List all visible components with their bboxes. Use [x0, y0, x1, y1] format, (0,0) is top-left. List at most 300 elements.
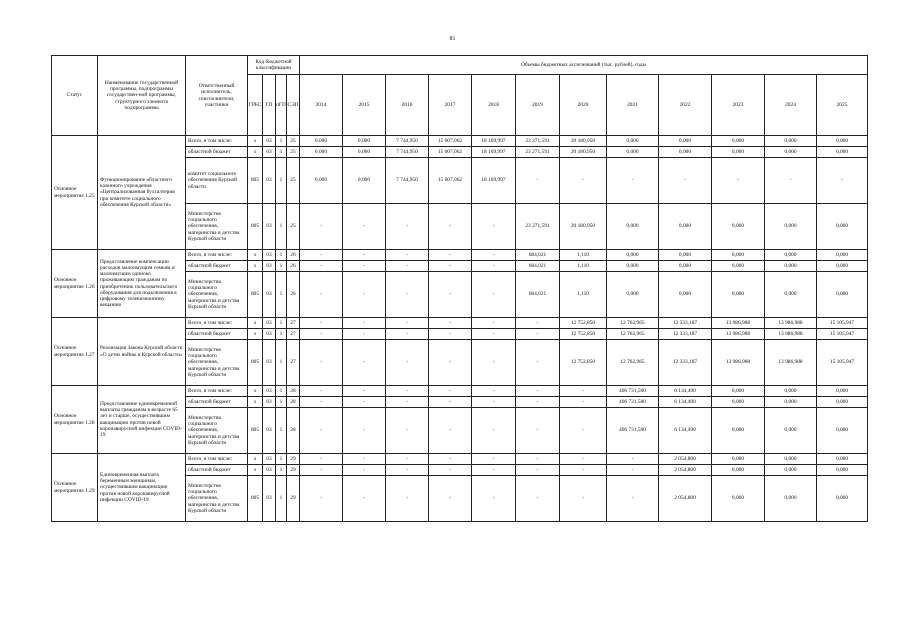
- allocation-value-cell: -: [429, 318, 472, 329]
- allocation-value-cell: -: [300, 397, 343, 408]
- allocation-value-cell: 0,000: [607, 250, 659, 261]
- allocation-value-cell: -: [343, 329, 386, 340]
- allocation-value-cell: -: [386, 250, 429, 261]
- allocation-value-cell: 0,000: [712, 408, 765, 454]
- budget-code-cell: 03: [263, 329, 276, 340]
- allocation-value-cell: 12 762,965: [607, 340, 659, 386]
- allocation-value-cell: 12 752,850: [560, 318, 607, 329]
- allocation-value-cell: -: [386, 454, 429, 465]
- budget-code-cell: х: [248, 329, 263, 340]
- allocation-value-cell: 15 105,947: [817, 318, 868, 329]
- budget-code-cell: 26: [287, 250, 300, 261]
- executor-cell: Всего, в том числе:: [186, 318, 248, 329]
- header-year-2017: 2017: [429, 75, 472, 136]
- budget-code-cell: 1: [276, 408, 287, 454]
- allocation-value-cell: 0,000: [765, 386, 817, 397]
- allocation-value-cell: -: [386, 261, 429, 272]
- allocation-value-cell: -: [343, 204, 386, 250]
- allocation-value-cell: -: [472, 329, 516, 340]
- budget-code-cell: 29: [287, 476, 300, 522]
- allocation-value-cell: 0,000: [765, 272, 817, 318]
- executor-cell: областной бюджет: [186, 465, 248, 476]
- allocation-value-cell: 2 054,800: [659, 454, 712, 465]
- budget-code-cell: 27: [287, 329, 300, 340]
- allocation-value-cell: 0,000: [817, 408, 868, 454]
- allocation-value-cell: -: [712, 158, 765, 204]
- allocation-value-cell: 0,000: [765, 476, 817, 522]
- page-number: 81: [449, 36, 456, 42]
- allocation-value-cell: -: [472, 476, 516, 522]
- allocation-value-cell: -: [343, 340, 386, 386]
- allocation-value-cell: 0,000: [712, 397, 765, 408]
- budget-code-cell: х: [248, 136, 263, 147]
- budget-code-cell: 03: [263, 386, 276, 397]
- header-year-2023: 2023: [712, 75, 765, 136]
- allocation-value-cell: -: [429, 204, 472, 250]
- allocation-value-cell: -: [560, 408, 607, 454]
- allocation-value-cell: 0,000: [712, 136, 765, 147]
- allocation-value-cell: 6 134,490: [659, 408, 712, 454]
- budget-code-cell: х: [248, 261, 263, 272]
- allocation-value-cell: 0,000: [659, 147, 712, 158]
- allocation-value-cell: -: [300, 318, 343, 329]
- program-name-cell: Предоставление компенсации расходов малоимущим семьям и малоимущим одиноко проживающим гражданам по приобретению пользовательского оборудования для подключения к цифровому телевизионному вещанию: [98, 250, 186, 318]
- header-volumes: Объемы бюджетных ассигнований (тыс. рублей), годы: [300, 56, 868, 75]
- status-cell: Основное мероприятие 1.26: [52, 250, 98, 318]
- allocation-value-cell: -: [765, 158, 817, 204]
- budget-code-cell: 805: [248, 204, 263, 250]
- allocation-value-cell: 23 271,591: [516, 136, 560, 147]
- budget-code-cell: х: [248, 318, 263, 329]
- allocation-value-cell: -: [343, 272, 386, 318]
- allocation-value-cell: -: [343, 318, 386, 329]
- budget-code-cell: 1: [276, 397, 287, 408]
- allocation-value-cell: -: [429, 386, 472, 397]
- allocation-value-cell: 0,000: [712, 250, 765, 261]
- budget-code-cell: 29: [287, 454, 300, 465]
- allocation-value-cell: -: [472, 397, 516, 408]
- allocation-value-cell: 0,000: [659, 136, 712, 147]
- allocation-value-cell: -: [516, 408, 560, 454]
- allocation-value-cell: 18 169,997: [472, 147, 516, 158]
- allocation-value-cell: 15 105,947: [817, 340, 868, 386]
- allocation-value-cell: -: [386, 340, 429, 386]
- budget-code-cell: х: [248, 454, 263, 465]
- budget-code-cell: 805: [248, 340, 263, 386]
- allocation-value-cell: 0,000: [817, 261, 868, 272]
- budget-code-cell: 03: [263, 204, 276, 250]
- allocation-value-cell: 0,000: [712, 272, 765, 318]
- allocation-value-cell: 0,000: [659, 261, 712, 272]
- allocation-value-cell: 2 054,800: [659, 465, 712, 476]
- executor-cell: Всего, в том числе:: [186, 454, 248, 465]
- allocation-value-cell: 0,000: [712, 386, 765, 397]
- allocation-value-cell: 1,110: [560, 261, 607, 272]
- allocation-value-cell: -: [343, 250, 386, 261]
- allocation-value-cell: 13 986,988: [765, 329, 817, 340]
- allocation-value-cell: 23 271,591: [516, 147, 560, 158]
- budget-code-cell: 27: [287, 340, 300, 386]
- budget-code-cell: 1: [276, 465, 287, 476]
- budget-code-cell: 03: [263, 136, 276, 147]
- budget-code-cell: 28: [287, 408, 300, 454]
- status-cell: Основное мероприятие 1.29: [52, 454, 98, 522]
- allocation-value-cell: 13 986,988: [712, 340, 765, 386]
- allocation-value-cell: 406 731,500: [607, 397, 659, 408]
- allocation-value-cell: 0,000: [817, 397, 868, 408]
- allocation-value-cell: -: [607, 158, 659, 204]
- header-year-2025: 2025: [817, 75, 868, 136]
- allocation-value-cell: -: [386, 329, 429, 340]
- allocation-value-cell: -: [516, 158, 560, 204]
- allocation-value-cell: -: [429, 465, 472, 476]
- allocation-value-cell: -: [472, 261, 516, 272]
- allocation-value-cell: -: [300, 408, 343, 454]
- allocation-value-cell: -: [300, 329, 343, 340]
- allocation-value-cell: 0,000: [343, 158, 386, 204]
- budget-code-cell: 03: [263, 408, 276, 454]
- allocation-value-cell: 13 986,988: [765, 340, 817, 386]
- allocation-value-cell: -: [472, 408, 516, 454]
- allocation-value-cell: 684,021: [516, 272, 560, 318]
- allocation-value-cell: -: [560, 454, 607, 465]
- allocation-value-cell: 1,110: [560, 272, 607, 318]
- header-name: Наименование государственной программы, подпрограммы государствен-ной программы, структурного элемента подпрограммы: [98, 56, 186, 136]
- allocation-value-cell: 0,000: [607, 136, 659, 147]
- allocation-value-cell: -: [560, 158, 607, 204]
- executor-cell: областной бюджет: [186, 397, 248, 408]
- budget-code-cell: 1: [276, 136, 287, 147]
- allocation-value-cell: 0,000: [712, 204, 765, 250]
- allocation-value-cell: -: [343, 408, 386, 454]
- allocation-value-cell: 0,000: [300, 158, 343, 204]
- table-row: [52, 386, 868, 397]
- program-name-cell: Реализация Закона Курской области «О детях войны в Курской области»: [98, 318, 186, 386]
- allocation-value-cell: -: [300, 272, 343, 318]
- allocation-value-cell: -: [386, 397, 429, 408]
- allocation-value-cell: 7 744,950: [386, 147, 429, 158]
- allocation-value-cell: -: [516, 454, 560, 465]
- allocation-value-cell: -: [516, 318, 560, 329]
- budget-code-cell: 805: [248, 272, 263, 318]
- budget-code-cell: 805: [248, 476, 263, 522]
- header-budget-code: Код бюджетной классификации: [248, 56, 300, 75]
- allocation-value-cell: -: [429, 272, 472, 318]
- allocation-value-cell: -: [472, 204, 516, 250]
- allocation-value-cell: 23 271,591: [516, 204, 560, 250]
- budget-code-cell: 1: [276, 329, 287, 340]
- allocation-value-cell: 0,000: [817, 454, 868, 465]
- allocation-value-cell: 0,000: [607, 272, 659, 318]
- table-row: [52, 454, 868, 465]
- budget-code-cell: х: [248, 465, 263, 476]
- budget-code-cell: 1: [276, 318, 287, 329]
- allocation-value-cell: 12 762,965: [607, 318, 659, 329]
- program-name-cell: Единовременная выплата беременным женщинам, осуществившим вакцинацию против новой коронавирусной инфекции COVID-19: [98, 454, 186, 522]
- budget-code-cell: 1: [276, 272, 287, 318]
- header-code-2: пГП: [276, 75, 287, 136]
- budget-code-cell: 25: [287, 158, 300, 204]
- budget-code-cell: 03: [263, 465, 276, 476]
- allocation-value-cell: 12 752,850: [560, 340, 607, 386]
- header-year-2021: 2021: [607, 75, 659, 136]
- allocation-value-cell: 0,000: [765, 454, 817, 465]
- header-year-2014: 2014: [300, 75, 343, 136]
- allocation-value-cell: 406 731,500: [607, 386, 659, 397]
- allocation-value-cell: 18 169,997: [472, 158, 516, 204]
- budget-code-cell: х: [248, 397, 263, 408]
- allocation-value-cell: 20 180,950: [560, 147, 607, 158]
- allocation-value-cell: 0,000: [659, 204, 712, 250]
- budget-code-cell: 1: [276, 386, 287, 397]
- allocation-value-cell: -: [472, 340, 516, 386]
- allocation-value-cell: 7 744,950: [386, 136, 429, 147]
- allocation-value-cell: 684,021: [516, 250, 560, 261]
- allocation-value-cell: -: [560, 476, 607, 522]
- allocation-value-cell: 15 607,062: [429, 136, 472, 147]
- allocation-value-cell: -: [516, 397, 560, 408]
- allocation-value-cell: -: [607, 454, 659, 465]
- allocation-value-cell: 0,000: [712, 454, 765, 465]
- allocation-value-cell: 18 169,997: [472, 136, 516, 147]
- allocation-value-cell: 0,000: [300, 147, 343, 158]
- allocation-value-cell: -: [343, 454, 386, 465]
- status-cell: Основное мероприятие 1.25: [52, 136, 98, 250]
- allocation-value-cell: 12 752,850: [560, 329, 607, 340]
- allocation-value-cell: -: [516, 386, 560, 397]
- budget-code-cell: 1: [276, 147, 287, 158]
- allocation-value-cell: 13 986,988: [712, 329, 765, 340]
- budget-table-container: [51, 55, 855, 522]
- executor-cell: Всего, в том числе:: [186, 386, 248, 397]
- budget-code-cell: 03: [263, 476, 276, 522]
- allocation-value-cell: -: [343, 261, 386, 272]
- budget-code-cell: х: [248, 386, 263, 397]
- budget-code-cell: 03: [263, 397, 276, 408]
- budget-code-cell: 1: [276, 158, 287, 204]
- allocation-value-cell: 0,000: [765, 204, 817, 250]
- allocation-value-cell: 12 333,187: [659, 340, 712, 386]
- allocation-value-cell: -: [607, 465, 659, 476]
- executor-cell: областной бюджет: [186, 329, 248, 340]
- allocation-value-cell: 0,000: [817, 204, 868, 250]
- executor-cell: областной бюджет: [186, 261, 248, 272]
- header-year-2015: 2015: [343, 75, 386, 136]
- budget-code-cell: 805: [248, 158, 263, 204]
- allocation-value-cell: 406 731,500: [607, 408, 659, 454]
- budget-code-cell: 03: [263, 147, 276, 158]
- allocation-value-cell: 20 180,950: [560, 204, 607, 250]
- budget-code-cell: 28: [287, 397, 300, 408]
- budget-code-cell: 1: [276, 340, 287, 386]
- allocation-value-cell: -: [560, 465, 607, 476]
- allocation-value-cell: -: [472, 386, 516, 397]
- executor-cell: Всего, в том числе:: [186, 250, 248, 261]
- header-code-3: СЭП: [287, 75, 300, 136]
- budget-code-cell: х: [248, 250, 263, 261]
- budget-code-cell: 26: [287, 261, 300, 272]
- budget-code-cell: 03: [263, 250, 276, 261]
- header-year-2020: 2020: [560, 75, 607, 136]
- allocation-value-cell: -: [429, 261, 472, 272]
- budget-code-cell: 805: [248, 408, 263, 454]
- executor-cell: Министерство социального обеспечения, материнства и детства Курской области: [186, 272, 248, 318]
- executor-cell: Министерство социального обеспечения, материнства и детства Курской области: [186, 340, 248, 386]
- executor-cell: Министерство социального обеспечения, материнства и детства Курской области: [186, 204, 248, 250]
- header-year-2016: 2016: [386, 75, 429, 136]
- allocation-value-cell: -: [300, 454, 343, 465]
- allocation-value-cell: -: [300, 476, 343, 522]
- executor-cell: Всего, в том числе:: [186, 136, 248, 147]
- header-executor: Ответственный исполнитель, соисполнители, участники: [186, 56, 248, 136]
- allocation-value-cell: -: [300, 465, 343, 476]
- allocation-value-cell: 0,000: [817, 386, 868, 397]
- allocation-value-cell: -: [472, 318, 516, 329]
- budget-code-cell: 26: [287, 272, 300, 318]
- allocation-value-cell: -: [386, 272, 429, 318]
- allocation-value-cell: 0,000: [607, 261, 659, 272]
- budget-code-cell: 25: [287, 204, 300, 250]
- allocation-value-cell: 0,000: [765, 250, 817, 261]
- budget-code-cell: 1: [276, 476, 287, 522]
- allocation-value-cell: 0,000: [817, 272, 868, 318]
- header-status: Статус: [52, 56, 98, 136]
- allocation-value-cell: 12 333,187: [659, 318, 712, 329]
- allocation-value-cell: -: [300, 261, 343, 272]
- allocation-value-cell: -: [343, 397, 386, 408]
- executor-cell: комитет социального обеспечения Курской области: [186, 158, 248, 204]
- allocation-value-cell: -: [516, 340, 560, 386]
- allocation-value-cell: 12 333,187: [659, 329, 712, 340]
- status-cell: Основное мероприятие 1.27: [52, 318, 98, 386]
- budget-code-cell: 1: [276, 261, 287, 272]
- header-code-1: ГП: [263, 75, 276, 136]
- budget-code-cell: 25: [287, 136, 300, 147]
- header-year-2018: 2018: [472, 75, 516, 136]
- allocation-value-cell: 0,000: [765, 261, 817, 272]
- allocation-value-cell: 2 054,800: [659, 476, 712, 522]
- budget-code-cell: 25: [287, 147, 300, 158]
- allocation-value-cell: 0,000: [712, 261, 765, 272]
- executor-cell: Министерство социального обеспечения, материнства и детства Курской области: [186, 408, 248, 454]
- allocation-value-cell: 0,000: [817, 476, 868, 522]
- allocation-value-cell: 15 105,947: [817, 329, 868, 340]
- allocation-value-cell: -: [560, 397, 607, 408]
- budget-code-cell: 27: [287, 318, 300, 329]
- allocation-value-cell: 0,000: [765, 465, 817, 476]
- program-name-cell: Предоставление единовременной выплаты гражданам в возрасте 65 лет и старше, осуществившим вакцинацию против новой коронавирусной инфекции COVID-19: [98, 386, 186, 454]
- budget-code-cell: 03: [263, 340, 276, 386]
- budget-code-cell: 29: [287, 465, 300, 476]
- allocation-value-cell: 0,000: [712, 476, 765, 522]
- allocation-value-cell: -: [429, 408, 472, 454]
- budget-code-cell: 03: [263, 158, 276, 204]
- budget-code-cell: х: [248, 147, 263, 158]
- allocation-value-cell: 15 607,062: [429, 158, 472, 204]
- allocation-value-cell: -: [659, 158, 712, 204]
- table-row: [52, 318, 868, 329]
- allocation-value-cell: 13 986,988: [765, 318, 817, 329]
- allocation-value-cell: 0,000: [765, 147, 817, 158]
- allocation-value-cell: 6 134,490: [659, 386, 712, 397]
- allocation-value-cell: -: [607, 476, 659, 522]
- status-cell: Основное мероприятие 1.28: [52, 386, 98, 454]
- budget-code-cell: 03: [263, 318, 276, 329]
- allocation-value-cell: 0,000: [659, 272, 712, 318]
- allocation-value-cell: -: [343, 386, 386, 397]
- budget-code-cell: 03: [263, 272, 276, 318]
- allocation-value-cell: -: [817, 158, 868, 204]
- allocation-value-cell: -: [472, 454, 516, 465]
- allocation-value-cell: -: [386, 204, 429, 250]
- table-row: [52, 136, 868, 147]
- allocation-value-cell: 13 986,988: [712, 318, 765, 329]
- executor-cell: областной бюджет: [186, 147, 248, 158]
- budget-code-cell: 03: [263, 454, 276, 465]
- budget-allocation-table: [51, 55, 868, 522]
- allocation-value-cell: 20 180,950: [560, 136, 607, 147]
- allocation-value-cell: 1,110: [560, 250, 607, 261]
- allocation-value-cell: -: [472, 272, 516, 318]
- allocation-value-cell: 0,000: [817, 147, 868, 158]
- allocation-value-cell: 0,000: [817, 465, 868, 476]
- program-name-cell: Функционирование областного казенного учреждения «Централизованная бухгалтерия при комитете социального обеспечения Курской области»: [98, 136, 186, 250]
- allocation-value-cell: -: [472, 465, 516, 476]
- allocation-value-cell: -: [386, 476, 429, 522]
- allocation-value-cell: 0,000: [817, 136, 868, 147]
- allocation-value-cell: 0,000: [817, 250, 868, 261]
- table-row: [52, 250, 868, 261]
- allocation-value-cell: 15 607,062: [429, 147, 472, 158]
- allocation-value-cell: -: [386, 386, 429, 397]
- allocation-value-cell: -: [429, 250, 472, 261]
- allocation-value-cell: 7 744,950: [386, 158, 429, 204]
- allocation-value-cell: -: [386, 408, 429, 454]
- allocation-value-cell: 684,021: [516, 261, 560, 272]
- allocation-value-cell: -: [472, 250, 516, 261]
- allocation-value-cell: -: [386, 318, 429, 329]
- allocation-value-cell: 0,000: [712, 147, 765, 158]
- allocation-value-cell: 12 762,965: [607, 329, 659, 340]
- header-code-0: ГРБС: [248, 75, 263, 136]
- executor-cell: Министерство социального обеспечения, материнства и детства Курской области: [186, 476, 248, 522]
- allocation-value-cell: -: [516, 465, 560, 476]
- allocation-value-cell: 0,000: [607, 204, 659, 250]
- allocation-value-cell: -: [429, 454, 472, 465]
- allocation-value-cell: -: [560, 386, 607, 397]
- budget-code-cell: 28: [287, 386, 300, 397]
- allocation-value-cell: -: [300, 386, 343, 397]
- header-year-2019: 2019: [516, 75, 560, 136]
- allocation-value-cell: 0,000: [765, 397, 817, 408]
- allocation-value-cell: -: [516, 476, 560, 522]
- allocation-value-cell: 0,000: [300, 136, 343, 147]
- budget-code-cell: 1: [276, 250, 287, 261]
- allocation-value-cell: 6 134,490: [659, 397, 712, 408]
- allocation-value-cell: -: [386, 465, 429, 476]
- header-year-2024: 2024: [765, 75, 817, 136]
- allocation-value-cell: -: [343, 465, 386, 476]
- allocation-value-cell: 0,000: [659, 250, 712, 261]
- allocation-value-cell: 0,000: [765, 408, 817, 454]
- allocation-value-cell: 0,000: [343, 136, 386, 147]
- allocation-value-cell: -: [516, 329, 560, 340]
- allocation-value-cell: 0,000: [607, 147, 659, 158]
- budget-code-cell: 03: [263, 261, 276, 272]
- allocation-value-cell: -: [300, 204, 343, 250]
- allocation-value-cell: 0,000: [712, 465, 765, 476]
- allocation-value-cell: -: [343, 476, 386, 522]
